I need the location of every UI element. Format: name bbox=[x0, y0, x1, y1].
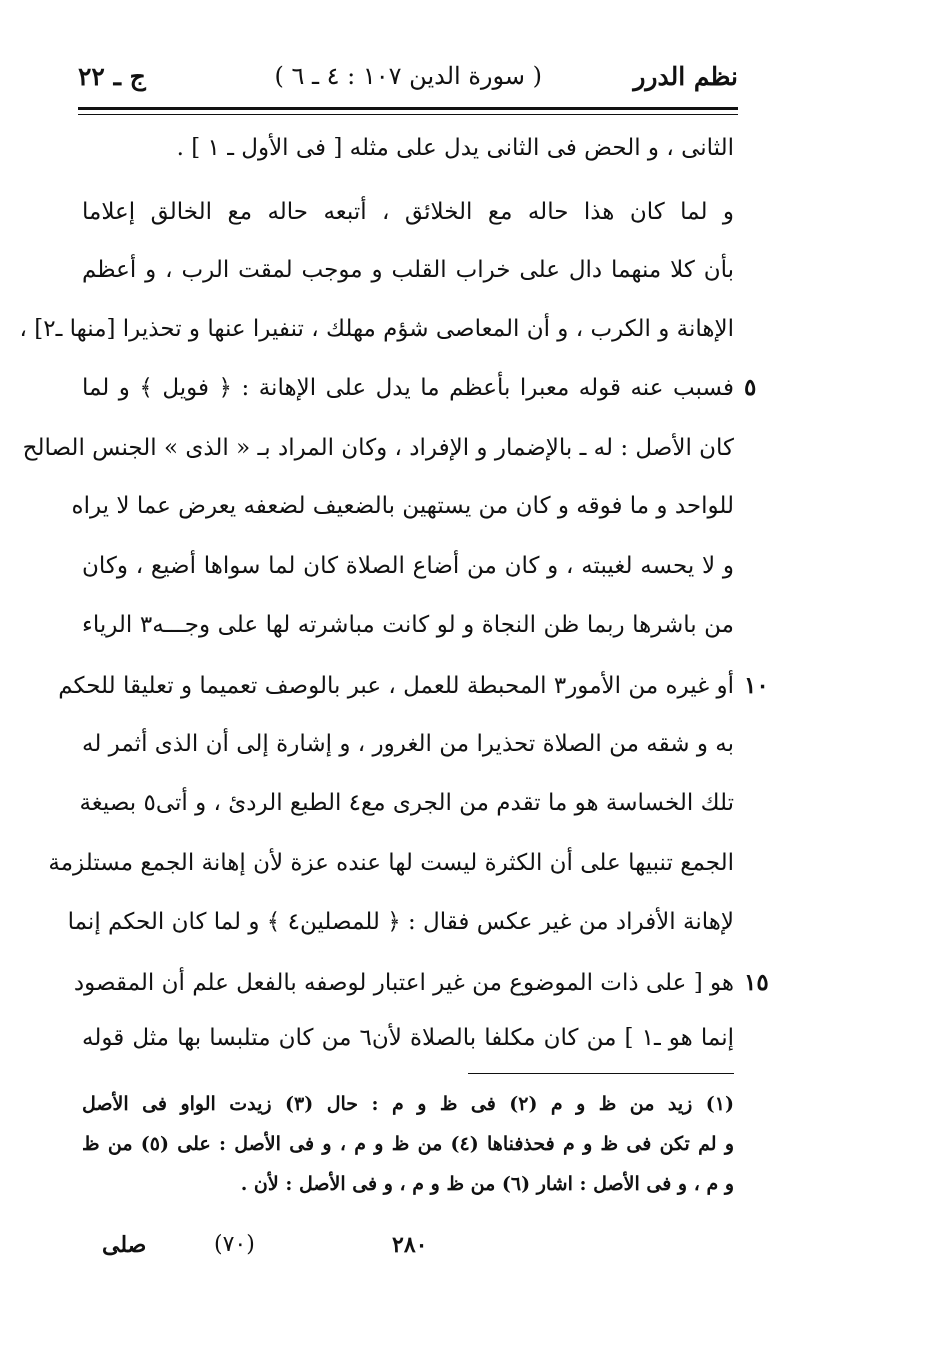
footnote-line: و لم تكن فى ظ و م فحذفناها (٤) من ظ و م ، و فى الأصل : على (٥) من ظ bbox=[82, 1133, 734, 1155]
text-line: للواحد و ما فوقه و كان من يستهين بالضعيف لضعفه يعرض عما لا يراه bbox=[71, 493, 734, 519]
text-line: الثانى ، و الحض فى الثانى يدل على مثله [ فى الأول ـ ١ ] . bbox=[176, 135, 734, 161]
footnote-rule bbox=[468, 1073, 734, 1074]
line-number: ١٥ bbox=[744, 969, 769, 996]
text-line: إنما هو ـ١ ] من كان مكلفا بالصلاة لأن٦ من كان متلبسا بها مثل قوله bbox=[82, 1025, 734, 1051]
line-number: ٥ bbox=[744, 374, 757, 401]
footnote-line: و م ، و فى الأصل : اشار (٦) من ظ و م ، و فى الأصل : لأن . bbox=[240, 1173, 734, 1195]
header-rule-thin bbox=[78, 114, 738, 115]
running-header bbox=[78, 62, 738, 102]
page-number: ٢٨٠ bbox=[392, 1232, 428, 1258]
header-rule-thick bbox=[78, 107, 738, 110]
line-number: ١٠ bbox=[744, 672, 769, 699]
book-title: نظم الدرر bbox=[633, 62, 738, 91]
text-line: به و شقه من الصلاة تحذيرا من الغرور ، و إشارة إلى أن الذى أثمر له bbox=[82, 731, 734, 757]
text-line: بأن كلا منهما دال على خراب القلب و موجب لمقت الرب ، و أعظم bbox=[82, 257, 734, 283]
text-line: أو غيره من الأمور٣ المحبطة للعمل ، عبر بالوصف تعميما و تعليقا للحكم bbox=[58, 673, 734, 699]
volume-number: ج ـ ٢٢ bbox=[78, 62, 146, 91]
text-line: لإهانة الأفراد من غير عكس فقال : ﴿ للمصلين٤ ﴾ و لما كان الحكم إنما bbox=[67, 909, 734, 935]
catchword: صلى bbox=[102, 1232, 147, 1258]
text-line: الإهانة و الكرب ، و أن المعاصى شؤم مهلك ، تنفيرا عنها و تحذيرا [منها ـ٢] ، bbox=[19, 316, 734, 342]
text-line: الجمع تنبيها على أن الكثرة ليست لها عنده عزة لأن إهانة الجمع مستلزمة bbox=[48, 850, 734, 876]
signature-number: (٧٠) bbox=[214, 1232, 255, 1257]
text-line: هو [ على ذات الموضوع من غير اعتبار لوصفه بالفعل علم أن المقصود bbox=[73, 970, 734, 996]
footnote-line: (١) زيد من ظ و م (٢) فى ظ و م : حال (٣) زيدت الواو فى الأصل bbox=[82, 1093, 734, 1115]
text-line: و لما كان هذا حاله مع الخلائق ، أتبعه حاله مع الخالق إعلاما bbox=[82, 199, 734, 225]
text-line: كان الأصل : له ـ بالإضمار و الإفراد ، وكان المراد بـ « الذى » الجنس الصالح bbox=[22, 435, 734, 461]
surah-reference: ( سورة الدين ١٠٧ : ٤ ـ ٦ ) bbox=[274, 62, 542, 90]
text-line: و لا يحسه لغيبته ، و كان من أضاع الصلاة كان لما سواها أضيع ، وكان bbox=[82, 553, 734, 579]
text-line: فسبب عنه قوله معبرا بأعظم ما يدل على الإهانة : ﴿ فويل ﴾ و لما bbox=[82, 375, 734, 401]
text-line: تلك الخساسة هو ما تقدم من الجرى مع٤ الطبع الردئ ، و أتى٥ بصيغة bbox=[79, 790, 734, 816]
text-line: من باشرها ربما ظن النجاة و لو كانت مباشرته لها على وجـــه٣ الرياء bbox=[82, 612, 735, 638]
